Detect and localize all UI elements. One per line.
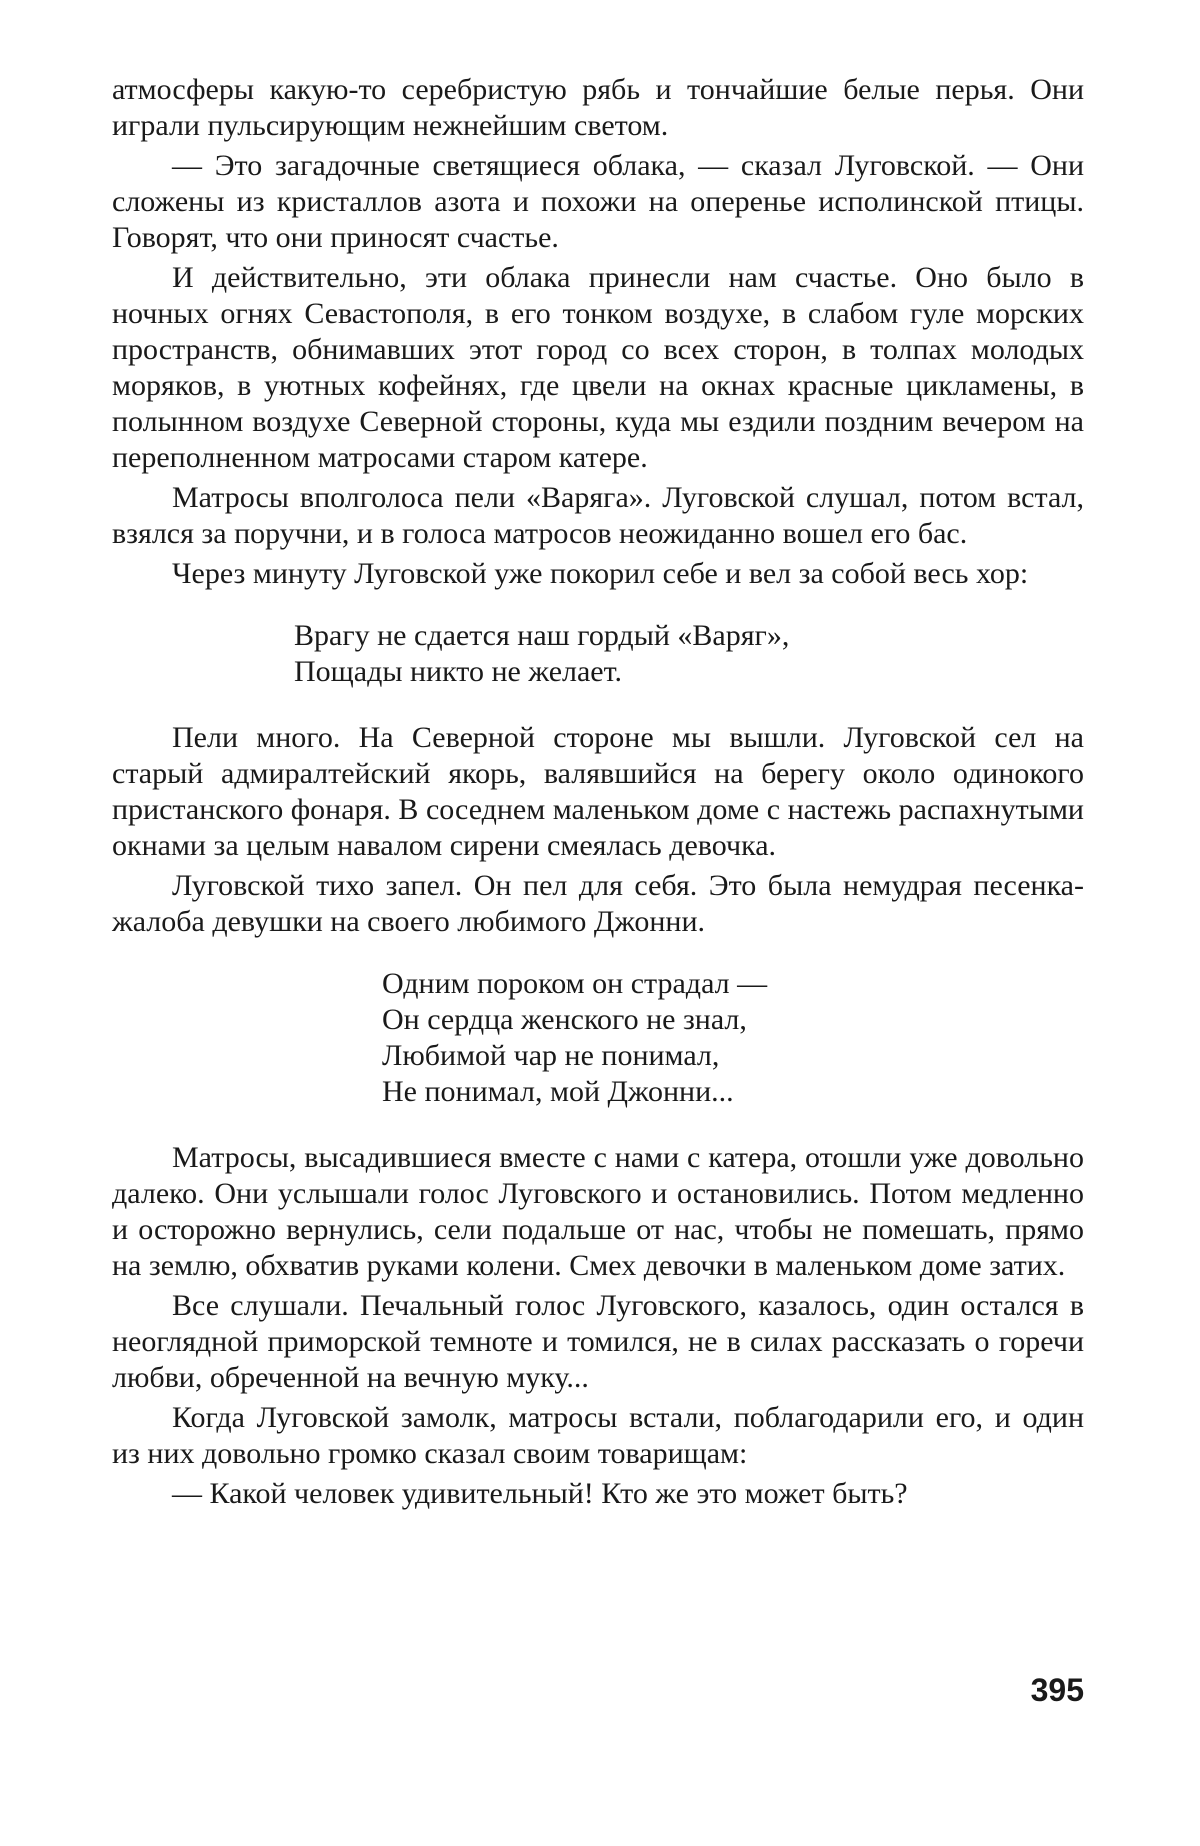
verse-varyag [112,618,1084,690]
verse-line: Не понимал, мой Джонни... [382,1075,734,1108]
paragraph-continuation: атмосферы какую-то серебристую рябь и тончайшие белые перья. Они играли пульсирующим нежнейшим светом. [112,73,1084,142]
paragraph-choir: Через минуту Луговской уже покорил себе и вел за собой весь хор: [172,557,1029,590]
paragraph-lugovskoy-stopped: Когда Луговской замолк, матросы встали, поблагодарили его, и один из них довольно громко сказал своим товарищам: [112,1401,1084,1470]
verse-line: Врагу не сдается наш гордый «Варяг», [294,619,790,652]
paragraph-luminous-clouds: — Это загадочные светящиеся облака, — сказал Луговской. — Они сложены из кристаллов азота и похожи на оперенье исполинской птицы. Говорят, что они приносят счастье. [112,149,1084,254]
verse-line: Пощады никто не желает. [294,655,622,688]
verse-line: Одним пороком он страдал — [382,967,768,1000]
paragraph-sailors-return: Матросы, высадившиеся вместе с нами с катера, отошли уже довольно далеко. Они услышали голос Луговского и остановились. Потом медленно и осторожно вернулись, сели подальше от нас, чтобы не помешать, прямо на землю, обхватив руками колени. Смех девочки в маленьком доме затих. [112,1141,1084,1282]
page-number: 395 [1030,1672,1084,1708]
paragraph-sevastopol: И действительно, эти облака принесли нам счастье. Оно было в ночных огнях Севастополя, в его тонком воздухе, в слабом гуле морских пространств, обнимавших этот город со всех сторон, в толпах молодых моряков, в уютных кофейнях, где цвели на окнах красные цикламены, в полынном воздухе Северной стороны, куда мы ездили поздним вечером на переполненном матросами старом катере. [112,261,1084,474]
verse-line: Любимой чар не понимал, [382,1039,720,1072]
paragraph-northern-side: Пели много. На Северной стороне мы вышли. Луговской сел на старый адмиралтейский якорь, валявшийся на берегу около одинокого пристанского фонаря. В соседнем маленьком доме с настежь распахнутыми окнами за целым навалом сирени смеялась девочка. [112,721,1084,862]
paragraph-johnny-song: Луговской тихо запел. Он пел для себя. Это была немудрая песенка-жалоба девушки на своего любимого Джонни. [112,869,1084,938]
paragraph-sailors-singing: Матросы вполголоса пели «Варяга». Луговской слушал, потом встал, взялся за поручни, и в голоса матросов неожиданно вошел его бас. [112,481,1084,550]
book-page [112,72,1084,1516]
verse-johnny [112,966,1084,1110]
paragraph-remarkable-man: — Какой человек удивительный! Кто же это может быть? [172,1477,908,1510]
verse-line: Он сердца женского не знал, [382,1003,747,1036]
paragraph-everyone-listened: Все слушали. Печальный голос Луговского, казалось, один остался в неоглядной приморской темноте и томился, не в силах рассказать о горечи любви, обреченной на вечную муку... [112,1289,1084,1394]
